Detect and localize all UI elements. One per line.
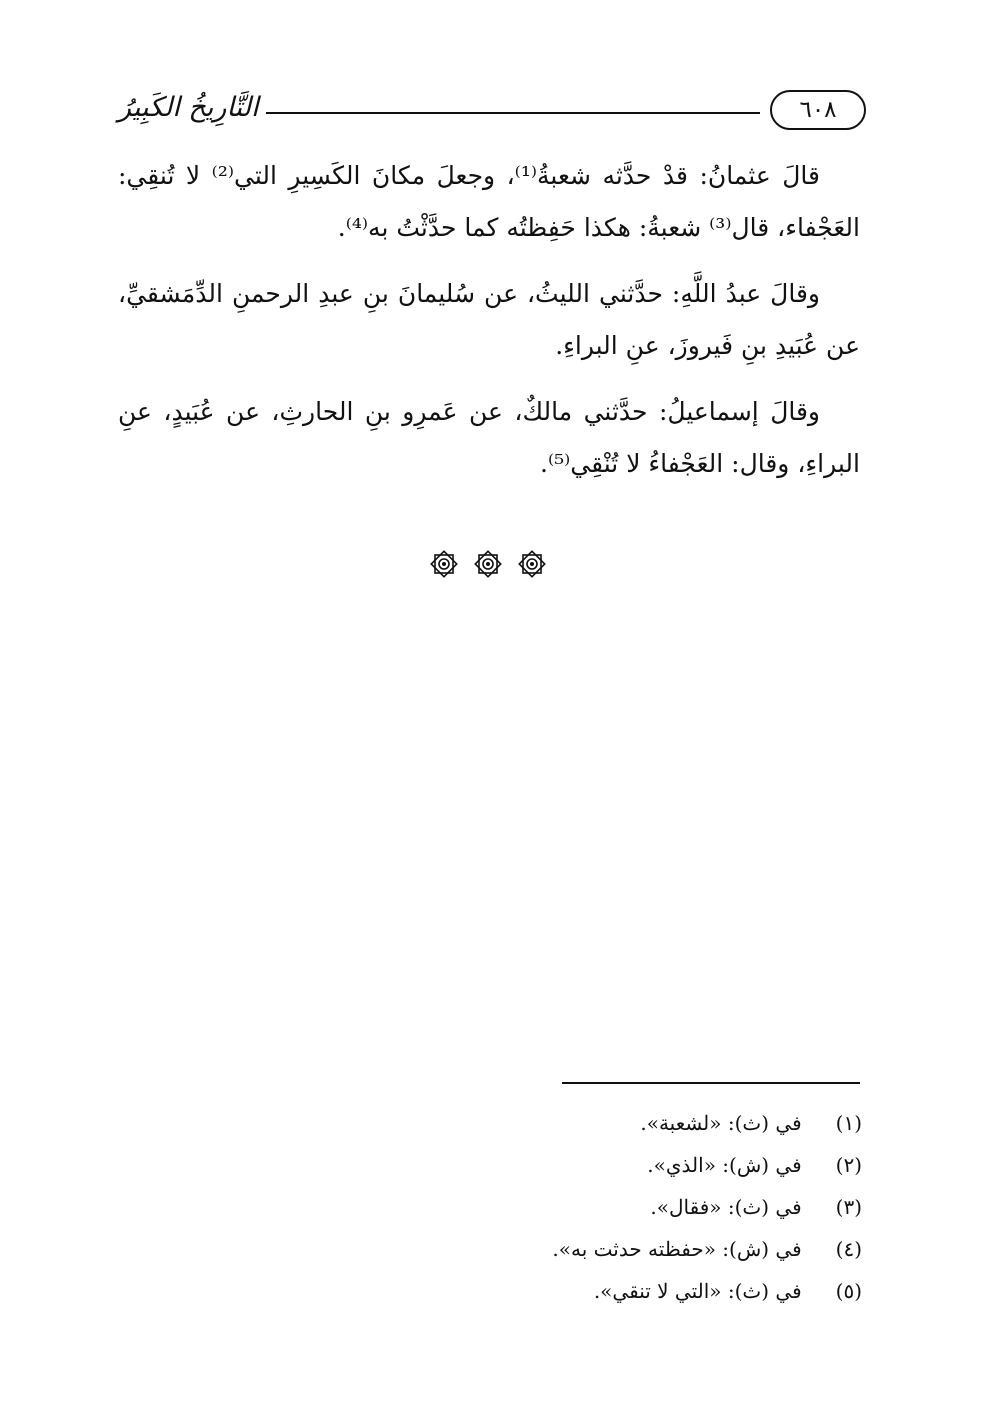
footnote-text: في (ش): «حفظته حدثت به». — [552, 1237, 802, 1261]
paragraph-text: وقالَ إسماعيلُ: حدَّثني مالكٌ، عن عَمرِو بنِ الحارثِ، عن عُبَيدٍ، عنِ البراءِ، وقال: العَجْفاءُ لا تُنْقِي⁽⁵⁾. — [118, 397, 860, 478]
book-title: التَّارِيخُ الكَبِيرُ — [118, 92, 259, 123]
paragraph-text: قالَ عثمانُ: قدْ حدَّثه شعبةُ⁽¹⁾، وجعلَ مكانَ الكَسِيرِ التي⁽²⁾ لا تُنقِي: العَجْفاء، قال⁽³⁾ شعبةُ: هكذا حَفِظتُه كما حدَّثْتُ به⁽⁴⁾. — [118, 161, 860, 242]
ornament-icon — [516, 548, 548, 580]
main-text — [118, 150, 860, 504]
paragraph — [118, 150, 860, 254]
footnote — [420, 1270, 862, 1312]
paragraph-text: وقالَ عبدُ اللَّهِ: حدَّثني الليثُ، عن سُليمانَ بنِ عبدِ الرحمنِ الدِّمَشقيِّ، عن عُبَيدِ بنِ فَيروزَ، عنِ البراءِ. — [118, 279, 860, 360]
paragraph — [118, 268, 860, 372]
footnote-number: (٢) — [835, 1153, 862, 1177]
page-header — [118, 86, 866, 136]
footnote — [420, 1186, 862, 1228]
footnote — [420, 1228, 862, 1270]
footnote-number: (٥) — [835, 1279, 862, 1303]
page-number: ٦٠٨ — [770, 90, 866, 130]
footnote-number: (٣) — [835, 1195, 862, 1219]
footnote-number: (٤) — [835, 1237, 862, 1261]
footnote-text: في (ث): «لشعبة». — [640, 1111, 802, 1135]
footnote — [420, 1102, 862, 1144]
paragraph — [118, 386, 860, 490]
footnote-divider — [562, 1082, 860, 1084]
ornament-icon — [472, 548, 504, 580]
header-rule — [266, 112, 760, 114]
section-separator — [428, 548, 548, 580]
footnote-text: في (ث): «فقال». — [650, 1195, 802, 1219]
footnotes — [420, 1102, 862, 1312]
footnote-number: (١) — [835, 1111, 862, 1135]
ornament-icon — [428, 548, 460, 580]
footnote-text: في (ش): «الذي». — [647, 1153, 802, 1177]
footnote-text: في (ث): «التي لا تنقي». — [593, 1279, 802, 1303]
footnote — [420, 1144, 862, 1186]
